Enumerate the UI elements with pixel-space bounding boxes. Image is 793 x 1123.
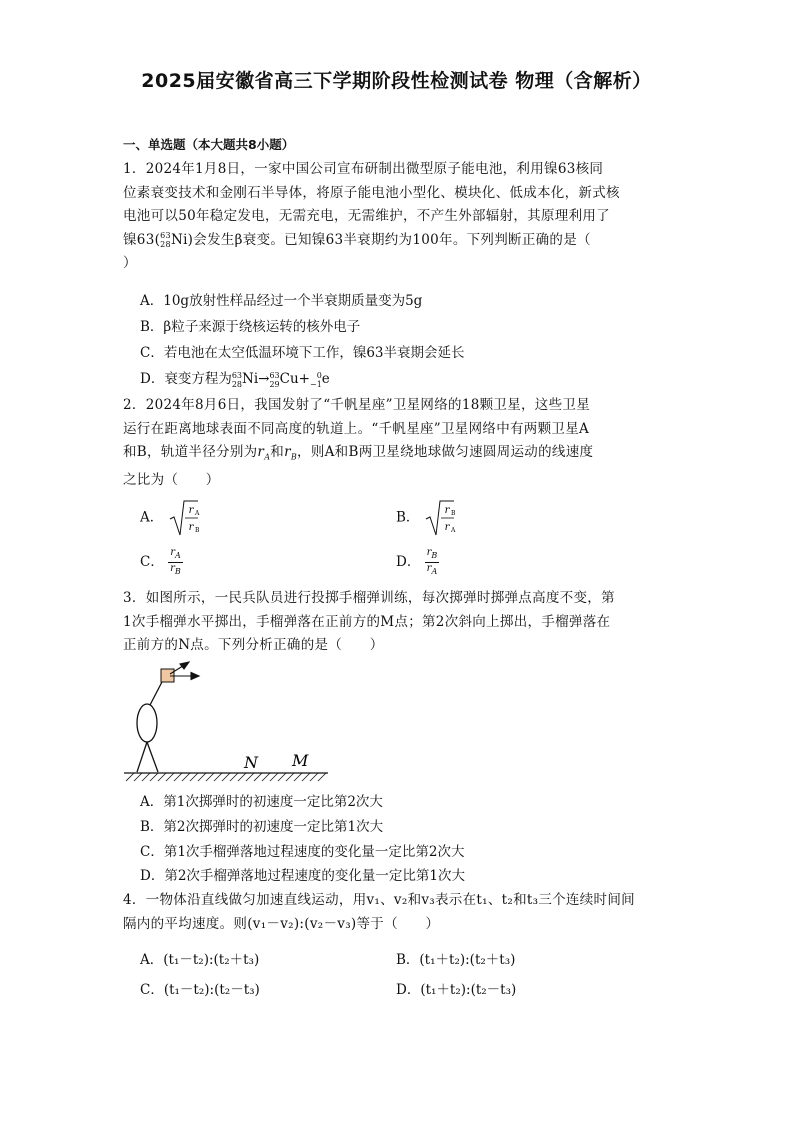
- q2-line3-pre: 和B，轨道半径分别为: [123, 444, 258, 460]
- sqrt-rb-over-ra: [424, 497, 454, 539]
- page-title: 2025届安徽省高三下学期阶段性检测试卷 物理（含解析）: [141, 70, 652, 92]
- section-heading: 一、单选题（本大题共8小题）: [123, 137, 295, 152]
- rb-over-ra: $\frac{r_B}{r_A}$: [426, 547, 438, 576]
- ground-hatching: [126, 773, 326, 781]
- q2-line1: 2．2024年8月6日，我国发射了“千帆星座”卫星网络的18颗卫星，这些卫星: [123, 397, 591, 413]
- q3-option-d[interactable]: D．第2次手榴弹落地过程速度的变化量一定比第1次大: [140, 868, 466, 884]
- q1-line4: [123, 229, 671, 253]
- q3-option-c[interactable]: C．第1次手榴弹落地过程速度的变化量一定比第2次大: [140, 844, 465, 860]
- q1-line4-pre: 镍63: [123, 231, 155, 248]
- q2-line2: 运行在距离地球表面不同高度的轨道上。“千帆星座”卫星网络中有两颗卫星A: [123, 420, 590, 437]
- q3-line1: 3．如图所示，一民兵队员进行投掷手榴弹训练，每次掷弹时掷弹点高度不变，第: [123, 590, 615, 606]
- q4-option-d[interactable]: D．(t₁＋t₂):(t₂－t₃): [396, 982, 517, 998]
- q4-option-b[interactable]: B．(t₁＋t₂):(t₂＋t₃): [396, 952, 516, 968]
- symbol-ra: $r_A$: [257, 444, 271, 462]
- question-4: [123, 889, 683, 936]
- svg-text:A: A: [194, 510, 199, 517]
- question-3: [123, 587, 671, 658]
- q1-option-d[interactable]: [140, 369, 330, 389]
- q2-option-b[interactable]: [396, 497, 454, 539]
- svg-text:r: r: [444, 522, 450, 533]
- q1-line3: 电池可以50年稳定发电，无需充电，无需维护，不产生外部辐射，其原理利用了: [123, 208, 610, 224]
- svg-text:r: r: [188, 505, 193, 516]
- q4-option-c[interactable]: C．(t₁－t₂):(t₂－t₃): [140, 982, 260, 998]
- symbol-rb: $r_B$: [284, 444, 298, 462]
- q2-line4: 之比为（ ）: [123, 472, 220, 489]
- svg-text:r: r: [444, 505, 450, 516]
- svg-text:A: A: [450, 527, 456, 534]
- q2-option-d-label: D．: [396, 554, 421, 570]
- q2-line3-mid: 和: [270, 444, 285, 460]
- q4-option-a[interactable]: A．(t₁－t₂):(t₂＋t₃): [140, 952, 260, 968]
- q2-option-b-label: B．: [396, 509, 420, 526]
- label-m: M: [292, 751, 309, 770]
- decay-equation: 63 28 Ni→ 63 29 Cu+ 0 −1 e: [231, 370, 330, 389]
- soldier-figure: [137, 680, 163, 772]
- q4-line2: 隔内的平均速度。则(v₁－v₂):(v₂－v₃)等于（ ）: [123, 915, 440, 932]
- q2-option-c[interactable]: [140, 547, 183, 578]
- q2-line3-post: ，则A和B两卫星绕地球做匀速圆周运动的线速度: [297, 444, 594, 460]
- q1-option-d-label: D．衰变方程为: [140, 371, 232, 387]
- throw-diagram: [120, 660, 340, 785]
- label-n: N: [244, 753, 258, 772]
- ni63-isotope: ( 63 28 Ni): [154, 231, 194, 249]
- svg-text:B: B: [194, 527, 199, 534]
- q3-line3: 正前方的N点。下列分析正确的是（ ）: [123, 637, 384, 653]
- svg-text:r: r: [188, 522, 193, 533]
- q3-line2: 1次手榴弹水平掷出，手榴弹落在正前方的M点；第2次斜向上掷出，手榴弹落在: [123, 613, 611, 630]
- q3-option-a[interactable]: A．第1次掷弹时的初速度一定比第2次大: [140, 794, 383, 810]
- svg-text:B: B: [450, 510, 456, 517]
- q2-option-a[interactable]: [140, 497, 198, 539]
- q1-option-b[interactable]: B．β粒子来源于绕核运转的核外电子: [140, 319, 361, 335]
- q1-line5: ）: [123, 255, 137, 271]
- q2-option-c-label: C．: [140, 554, 164, 570]
- q1-line4-post: 会发生β衰变。已知镍63半衰期约为100年。下列判断正确的是（: [193, 231, 591, 248]
- q3-option-b[interactable]: B．第2次掷弹时的初速度一定比第1次大: [140, 819, 384, 835]
- q2-option-d[interactable]: [396, 547, 439, 578]
- question-1: [123, 158, 671, 276]
- question-2: [123, 394, 671, 493]
- q1-option-a[interactable]: A．10g放射性样品经过一个半衰期质量变为5g: [140, 293, 423, 309]
- q2-line3: [123, 441, 671, 469]
- q2-option-a-label: A．: [140, 509, 164, 526]
- q1-option-c[interactable]: C．若电池在太空低温环境下工作，镍63半衰期会延长: [140, 345, 465, 361]
- q1-line2: 位素衰变技术和金刚石半导体，将原子能电池小型化、模块化、低成本化，新式核: [123, 184, 620, 201]
- sqrt-ra-over-rb: [168, 497, 198, 539]
- q4-line1: 4．一物体沿直线做匀加速直线运动，用v₁、v₂和v₃表示在t₁、t₂和t₃三个连续时间间: [123, 892, 635, 908]
- q1-line1: 1．2024年1月8日，一家中国公司宣布研制出微型原子能电池，利用镍63核同: [123, 161, 604, 177]
- ra-over-rb: $\frac{r_A}{r_B}$: [170, 547, 181, 576]
